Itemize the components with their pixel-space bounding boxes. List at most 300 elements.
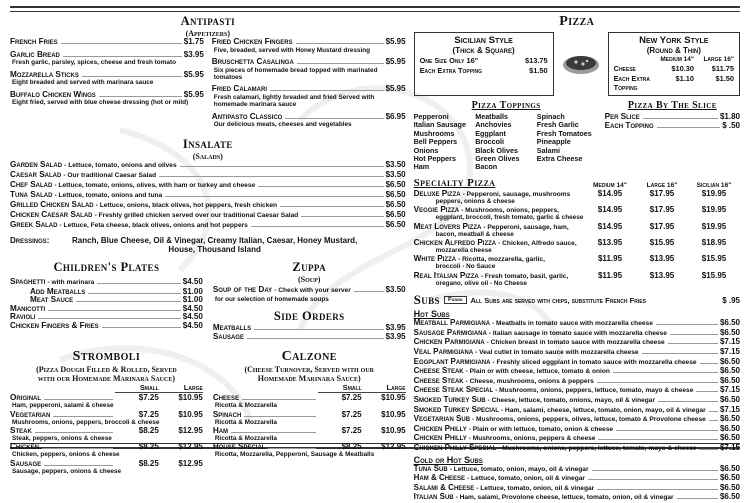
leader-dots bbox=[656, 323, 718, 325]
newyork-subtitle: (Round & Thin) bbox=[646, 46, 701, 55]
leader-dots bbox=[99, 95, 182, 97]
antipasti-title: Antipasti bbox=[180, 14, 236, 28]
menu-item[interactable] bbox=[414, 254, 740, 270]
menu-item[interactable] bbox=[414, 493, 740, 503]
menu-item[interactable] bbox=[414, 189, 740, 205]
price-large: $11.75 bbox=[711, 64, 734, 73]
item-desc: - Pepperoni, sausage, ham, bbox=[483, 223, 569, 231]
hot-subs-title: Hot Subs bbox=[413, 309, 450, 320]
item-desc: Five, breaded, served with Honey Mustard dressing bbox=[213, 46, 371, 54]
item-price: $6.50 bbox=[719, 423, 740, 433]
item-price: $4.50 bbox=[182, 303, 203, 313]
sicilian-title: Sicilian Style bbox=[454, 35, 513, 46]
item-name: Cheese Steak bbox=[413, 375, 464, 385]
menu-item[interactable] bbox=[10, 426, 203, 442]
section-childrens bbox=[10, 260, 203, 341]
item-desc: - Cheese, lettuce, tomato, onions, mayo, oil & vinegar bbox=[487, 397, 656, 405]
price-label: One Size Only 16" bbox=[419, 56, 479, 65]
item-name: Sausage Parmigiana bbox=[413, 327, 487, 337]
toppings-column-1 bbox=[414, 113, 476, 172]
item-price: $6.50 bbox=[719, 375, 740, 385]
item-desc-2: bacon, meatball & cheese bbox=[435, 230, 514, 238]
menu-item[interactable] bbox=[10, 181, 406, 191]
item-name: Chicken bbox=[10, 442, 39, 452]
topping-item: Eggplant bbox=[475, 128, 506, 138]
item-price-small: $7.25 bbox=[341, 425, 362, 435]
item-price: $7.15 bbox=[719, 404, 740, 414]
item-name: Caesar Salad bbox=[10, 169, 62, 179]
item-desc: Ricotta & Mozzarella bbox=[214, 434, 277, 442]
item-name: Soup of the Day bbox=[212, 284, 273, 294]
item-desc: - Mushrooms, onions, peppers, lettuce, tomato, mayo & cheese bbox=[498, 445, 697, 452]
item-price-large: $10.95 bbox=[178, 393, 203, 403]
item-price: $7.15 bbox=[719, 347, 740, 357]
item-name: Add Meatballs bbox=[30, 286, 86, 296]
section-antipasti bbox=[10, 14, 406, 133]
item-desc: - Check with your server bbox=[274, 286, 351, 294]
stromboli-sub-1: (Pizza Dough Filled & Rolled, Served bbox=[36, 365, 177, 375]
antipasti-right-list bbox=[212, 38, 406, 133]
item-name: French Fries bbox=[10, 37, 58, 46]
leader-dots bbox=[247, 337, 384, 339]
item-name: White Pizza bbox=[413, 254, 457, 264]
item-desc: Sausage, peppers, onions & cheese bbox=[12, 467, 122, 475]
item-desc: Ricotta & Mozzarella bbox=[214, 418, 277, 426]
leader-dots bbox=[82, 75, 182, 77]
menu-item[interactable] bbox=[10, 171, 406, 181]
leader-dots bbox=[643, 117, 718, 119]
item-name: Manicotti bbox=[10, 303, 46, 313]
menu-item[interactable] bbox=[605, 122, 740, 131]
item-price: $6.50 bbox=[385, 190, 406, 200]
item-desc-2: peppers, onions & cheese bbox=[435, 197, 515, 205]
item-name: Ravioli bbox=[10, 312, 36, 322]
topping-item: Fresh Garlic bbox=[536, 120, 579, 130]
left-column bbox=[10, 14, 406, 475]
item-price-small: $8.25 bbox=[138, 442, 159, 452]
item-desc: - Plain or with lettuce, tomato, onion & cheese bbox=[468, 425, 614, 433]
leader-dots bbox=[251, 225, 384, 227]
item-desc: - Pepperoni, sausage, mushrooms bbox=[462, 190, 571, 198]
menu-item[interactable] bbox=[213, 286, 406, 296]
item-name: Chicken Alfredo Pizza bbox=[413, 238, 497, 248]
calzone-size-header bbox=[213, 383, 406, 393]
menu-item[interactable] bbox=[414, 484, 740, 494]
item-price: $3.95 bbox=[183, 49, 204, 59]
topping-item: Green Olives bbox=[475, 154, 520, 164]
topping-item: Broccoli bbox=[475, 137, 504, 147]
leader-dots bbox=[270, 89, 384, 91]
menu-item[interactable] bbox=[213, 442, 406, 458]
menu-item[interactable] bbox=[414, 222, 740, 238]
leader-dots bbox=[658, 400, 718, 402]
section-stromboli-calzone bbox=[10, 349, 406, 475]
item-name: Vegetarian Sub bbox=[413, 414, 471, 424]
sicilian-style-box[interactable] bbox=[414, 32, 554, 96]
item-desc: Ricotta & Mozzarella bbox=[214, 402, 277, 410]
price-large: $15.95 bbox=[649, 238, 675, 248]
item-price: $7.15 bbox=[719, 337, 740, 347]
item-desc: - Lettuce, tomato, onion, oil & vinegar bbox=[476, 484, 595, 492]
item-name: Chef Salad bbox=[10, 180, 53, 189]
section-specialty-pizza bbox=[414, 177, 740, 287]
menu-item[interactable] bbox=[414, 271, 740, 287]
item-desc-2: mozzarella cheese bbox=[435, 247, 492, 255]
sicilian-subtitle: (Thick & Square) bbox=[452, 46, 515, 55]
dressings-line-1: Ranch, Blue Cheese, Oil & Vinegar, Creamy Italian, Caesar, Honey Mustard, bbox=[72, 235, 358, 245]
menu-item[interactable] bbox=[10, 221, 406, 231]
item-desc: - Ham, salami, Provolone cheese, lettuce, tomato, onion, oil & vinegar bbox=[455, 494, 674, 502]
item-price: $1.00 bbox=[182, 286, 203, 296]
col-large: Large 16" bbox=[703, 56, 734, 63]
section-childrens-zuppa bbox=[10, 260, 406, 341]
item-desc: - with marinara bbox=[47, 278, 95, 286]
item-price: $4.50 bbox=[182, 312, 203, 322]
item-name: Greek Salad bbox=[10, 220, 58, 230]
leader-dots bbox=[159, 175, 383, 177]
item-name: Sausage bbox=[10, 458, 42, 468]
price-label: Each Extra Topping bbox=[419, 66, 482, 75]
item-name: Chicken Caesar Salad bbox=[10, 210, 93, 220]
item-price-small: $7.25 bbox=[138, 393, 159, 403]
item-price: $4.50 bbox=[182, 320, 203, 330]
item-desc: Eight breaded and served with marinara sauce bbox=[12, 79, 154, 87]
item-price-large: $10.95 bbox=[381, 425, 406, 435]
item-desc: - Lettuce, onions, black olives, hot peppers, fresh chicken bbox=[95, 202, 278, 210]
col-sicilian: Sicilian 16" bbox=[696, 181, 732, 189]
price-medium: $1.10 bbox=[675, 74, 694, 83]
item-desc: - Lettuce, tomato, onion, mayo, oil & vinegar bbox=[449, 465, 589, 473]
item-desc: - Italian sausage in tomato sauce with mozzarella cheese bbox=[488, 329, 667, 337]
item-price: $1.00 bbox=[182, 295, 203, 305]
leader-dots bbox=[592, 469, 718, 471]
menu-item[interactable] bbox=[10, 91, 204, 107]
col-large: Large bbox=[159, 383, 203, 393]
leader-dots bbox=[231, 431, 316, 433]
topping-item: Fresh Tomatoes bbox=[536, 128, 592, 138]
slice-title: Pizza By The Slice bbox=[627, 100, 717, 111]
item-price: $3.50 bbox=[385, 284, 406, 294]
item-name: Cheese bbox=[212, 393, 240, 403]
leader-dots bbox=[44, 464, 113, 466]
item-price-small: $7.25 bbox=[138, 409, 159, 419]
menu-item[interactable] bbox=[213, 393, 406, 409]
leader-dots bbox=[268, 447, 315, 449]
item-price: $6.95 bbox=[385, 111, 406, 121]
item-desc-2: oregano, olive oil - No Cheese bbox=[435, 279, 527, 287]
topping-item: Salami bbox=[536, 145, 560, 155]
stromboli-title: Stromboli bbox=[72, 349, 141, 365]
topping-item: Bacon bbox=[475, 162, 498, 172]
col-large: Large bbox=[362, 383, 406, 393]
leader-dots bbox=[642, 352, 718, 354]
item-desc: - Mushrooms, onions, peppers, lettuce, tomato, mayo & cheese bbox=[495, 387, 694, 395]
topping-item: Italian Sausage bbox=[413, 120, 466, 130]
col-medium: Medium 14" bbox=[660, 56, 694, 63]
price-medium: $14.95 bbox=[597, 205, 623, 215]
leader-dots bbox=[280, 205, 384, 207]
leader-dots bbox=[102, 326, 181, 328]
item-name: Antipasto Classico bbox=[211, 111, 283, 121]
dressings-line-2: House, Thousand Island bbox=[168, 244, 261, 254]
right-column bbox=[413, 14, 740, 502]
newyork-title: New York Style bbox=[639, 35, 709, 46]
menu-item[interactable] bbox=[10, 71, 204, 87]
item-name: Real Italian Pizza bbox=[413, 270, 479, 280]
item-price: $4.50 bbox=[182, 276, 203, 286]
price-sicilian: $15.95 bbox=[701, 270, 727, 280]
price-large: $17.95 bbox=[649, 188, 675, 198]
item-price: $3.50 bbox=[385, 169, 406, 179]
menu-item[interactable] bbox=[213, 426, 406, 442]
item-price-small: $7.25 bbox=[341, 393, 362, 403]
price-medium: $14.95 bbox=[597, 221, 623, 231]
menu-item[interactable] bbox=[10, 38, 204, 47]
price-large: $1.50 bbox=[715, 74, 734, 83]
item-desc: - Chicken, Alfredo sauce, bbox=[498, 240, 577, 248]
price-medium: $13.95 bbox=[597, 238, 623, 248]
item-desc: - Ham, salami, cheese, lettuce, tomato, onion, mayo, oil & vinegar bbox=[500, 406, 706, 414]
price-large: $17.95 bbox=[649, 205, 675, 215]
item-desc: - Plain or with cheese, lettuce, tomato & onion bbox=[465, 368, 610, 376]
childrens-title: Children's Plates bbox=[53, 259, 160, 274]
item-name: Per Slice bbox=[604, 112, 640, 121]
item-price-small: $8.25 bbox=[138, 425, 159, 435]
item-price: $6.50 bbox=[385, 220, 406, 230]
menu-item[interactable] bbox=[10, 51, 204, 67]
price-sicilian: $15.95 bbox=[701, 254, 727, 264]
item-desc-2: broccoli - No Sauce bbox=[435, 263, 496, 271]
leader-dots bbox=[76, 300, 181, 302]
item-desc: - Lettuce, Feta cheese, black olives, onions and hot peppers bbox=[59, 222, 248, 230]
item-name: Salami & Cheese bbox=[413, 482, 475, 492]
specialty-title: Specialty Pizza bbox=[413, 176, 496, 189]
col-small: Small bbox=[115, 383, 159, 393]
menu-item[interactable] bbox=[10, 211, 406, 221]
col-small: Small bbox=[318, 383, 362, 393]
price-medium: $10.30 bbox=[671, 64, 694, 73]
menu-item[interactable] bbox=[213, 333, 406, 342]
price-large: $17.95 bbox=[649, 221, 675, 231]
pizza-title: Pizza bbox=[559, 14, 595, 29]
item-name: Garlic Bread bbox=[10, 49, 60, 59]
item-price: $6.50 bbox=[719, 463, 740, 473]
item-desc: Chicken, peppers, onions & cheese bbox=[12, 451, 120, 459]
calzone-sub-1: (Cheese Turnover, Served with our bbox=[244, 365, 374, 375]
leader-dots bbox=[285, 117, 383, 119]
leader-dots bbox=[677, 497, 718, 499]
leader-dots bbox=[48, 309, 181, 311]
item-name: Cheese Steak bbox=[413, 366, 464, 376]
price-medium: $14.95 bbox=[597, 188, 623, 198]
item-price-large: $10.95 bbox=[178, 409, 203, 419]
item-price: $3.95 bbox=[385, 322, 406, 332]
menu-item[interactable] bbox=[10, 161, 406, 171]
menu-item[interactable] bbox=[212, 85, 406, 108]
item-name: Bruschetta Casalinga bbox=[211, 57, 294, 66]
item-name: Chicken Philly bbox=[413, 423, 467, 433]
item-name: Italian Sub bbox=[413, 492, 454, 502]
item-desc: Fresh calamari, lightly breaded and fried Served with homemade marinara sauce bbox=[213, 94, 375, 109]
topping-item: Meatballs bbox=[475, 112, 508, 121]
leader-dots bbox=[668, 342, 718, 344]
toppings-column-2 bbox=[475, 113, 537, 172]
item-name: Eggplant Parmigiana bbox=[413, 356, 491, 366]
leader-dots bbox=[616, 429, 718, 431]
item-desc: - Chicken breast in tomato sauce with mozzarella cheese bbox=[486, 339, 665, 347]
item-name: Each Topping bbox=[604, 120, 654, 130]
item-name: Spaghetti bbox=[10, 276, 46, 286]
menu-item[interactable] bbox=[10, 322, 203, 331]
item-desc: - Ricotta, mozzarella, garlic, bbox=[458, 256, 545, 264]
calzone-sub-2: Homemade Marinara Sauce) bbox=[257, 374, 361, 384]
toppings-column-3 bbox=[537, 113, 599, 172]
section-stromboli bbox=[10, 349, 203, 475]
item-name: Vegetarian bbox=[10, 409, 51, 419]
leader-dots bbox=[597, 488, 718, 490]
item-desc: - Meatballs in tomato sauce with mozzarella cheese bbox=[492, 320, 653, 328]
section-insalate bbox=[10, 137, 406, 254]
item-desc: - Freshly sliced eggplant in tomato sauce with mozzarella cheese bbox=[492, 358, 697, 366]
menu-item[interactable] bbox=[414, 474, 740, 484]
menu-item[interactable] bbox=[414, 238, 740, 254]
item-price: $6.50 bbox=[719, 482, 740, 492]
dressings-label: Dressings: bbox=[10, 235, 50, 245]
leader-dots bbox=[699, 448, 718, 450]
item-name: Spinach bbox=[212, 409, 242, 419]
item-name: Fried Chicken Fingers bbox=[211, 37, 293, 46]
item-price-small: $8.25 bbox=[341, 442, 362, 452]
item-desc: - Mushrooms, onions, peppers, olives, lettuce, tomato & Provolone cheese bbox=[472, 416, 706, 424]
item-price: $6.50 bbox=[385, 210, 406, 220]
item-name: Chicken Fingers & Fries bbox=[10, 320, 99, 330]
section-pizza-toppings bbox=[414, 100, 599, 172]
item-desc-2: eggplant, broccoli, fresh tomato, garlic & cheese bbox=[435, 214, 584, 222]
item-name: Chicken Philly Special bbox=[413, 443, 497, 452]
leader-dots bbox=[709, 419, 718, 421]
item-name: Smoked Turkey Special bbox=[413, 404, 499, 414]
price-value: $1.50 bbox=[529, 66, 548, 75]
pizza-icon bbox=[558, 32, 604, 96]
menu-item[interactable] bbox=[212, 38, 406, 54]
section-zuppa-side bbox=[213, 260, 406, 341]
item-desc: Mushrooms, onions, peppers, broccoli & cheese bbox=[12, 418, 160, 426]
item-name: Chicken Philly bbox=[413, 433, 467, 443]
leader-dots bbox=[97, 282, 180, 284]
leader-dots bbox=[709, 410, 718, 412]
leader-dots bbox=[354, 290, 384, 292]
item-price: $6.50 bbox=[719, 473, 740, 483]
section-calzone bbox=[213, 349, 406, 475]
item-desc: - Cheese, mushrooms, onions & peppers bbox=[465, 377, 594, 385]
leader-dots bbox=[296, 42, 384, 44]
item-desc: - Our traditional Caesar Salad bbox=[63, 171, 157, 179]
subs-title: Subs bbox=[413, 292, 440, 308]
item-name: Grilled Chicken Salad bbox=[10, 200, 94, 210]
item-name: Garden Salad bbox=[10, 159, 63, 169]
leader-dots bbox=[254, 328, 383, 330]
item-price: $5.95 bbox=[385, 57, 406, 66]
calzone-title: Calzone bbox=[281, 349, 337, 365]
item-price-large: $12.95 bbox=[178, 425, 203, 435]
item-desc: - Lettuce, tomato, onion, oil & vinegar bbox=[467, 475, 585, 483]
leader-dots bbox=[165, 195, 383, 197]
price-sicilian: $19.95 bbox=[701, 205, 727, 215]
price-sicilian: $18.95 bbox=[701, 238, 727, 248]
side-orders-title: Side Orders bbox=[273, 308, 345, 323]
item-desc: Our delicious meats, cheeses and vegetables bbox=[213, 121, 352, 129]
menu-item[interactable] bbox=[212, 58, 406, 81]
topping-item: Hot Peppers bbox=[413, 154, 456, 164]
leader-dots bbox=[597, 381, 718, 383]
item-price: $5.95 bbox=[385, 37, 406, 46]
menu-item[interactable] bbox=[10, 305, 203, 314]
stromboli-size-header bbox=[10, 383, 203, 393]
leader-dots bbox=[61, 42, 182, 44]
toppings-title: Pizza Toppings bbox=[471, 100, 541, 111]
menu-item[interactable] bbox=[414, 465, 740, 475]
item-name: Veal Parmigiana bbox=[413, 347, 474, 357]
menu-item[interactable] bbox=[213, 410, 406, 426]
menu-item[interactable] bbox=[10, 442, 203, 458]
item-desc: Steak, peppers, onions & cheese bbox=[12, 434, 112, 442]
item-name: Chicken Parmigiana bbox=[413, 337, 485, 347]
item-price: $6.50 bbox=[385, 180, 406, 189]
item-price: $6.50 bbox=[385, 200, 406, 210]
leader-dots bbox=[700, 362, 718, 364]
topping-item: Bell Peppers bbox=[413, 137, 458, 147]
item-name: Fried Calamari bbox=[211, 84, 267, 94]
item-price: $6.50 bbox=[719, 395, 740, 405]
leader-dots bbox=[44, 398, 113, 400]
item-price: $5.95 bbox=[183, 89, 204, 99]
price-large: $13.95 bbox=[649, 270, 675, 280]
menu-item[interactable] bbox=[10, 410, 203, 426]
menu-item[interactable] bbox=[414, 205, 740, 221]
col-large: Large 16" bbox=[646, 181, 678, 189]
item-price: $6.50 bbox=[719, 492, 740, 502]
item-price: $6.50 bbox=[719, 433, 740, 443]
item-name: Steak bbox=[10, 425, 32, 435]
topping-item: Onions bbox=[413, 145, 439, 155]
leader-dots bbox=[180, 165, 384, 167]
leader-dots bbox=[670, 333, 718, 335]
item-price: $1.75 bbox=[183, 37, 204, 46]
item-desc: - Mushrooms, onions, peppers & cheese bbox=[468, 435, 596, 443]
menu-item[interactable] bbox=[10, 459, 203, 475]
item-price-large: $12.95 bbox=[381, 442, 406, 452]
item-desc: - Veal cutlet in tomato sauce with mozzarella cheese bbox=[475, 349, 639, 357]
item-name: Meat Sauce bbox=[30, 295, 74, 305]
menu-item[interactable] bbox=[212, 113, 406, 129]
dressings-block bbox=[10, 236, 406, 254]
menu-item[interactable] bbox=[10, 393, 203, 409]
item-price-large: $10.95 bbox=[381, 409, 406, 419]
antipasti-left-list bbox=[10, 38, 204, 133]
menu-item[interactable] bbox=[414, 444, 740, 454]
item-name: Meat Lovers Pizza bbox=[413, 221, 482, 231]
leader-dots bbox=[53, 415, 112, 417]
topping-item: Extra Cheese bbox=[536, 154, 583, 164]
topping-item: Spinach bbox=[536, 112, 565, 121]
item-desc: - Mushrooms, onions, peppers, bbox=[461, 207, 559, 215]
item-name: Mozzarella Sticks bbox=[10, 69, 79, 79]
item-price: $5.95 bbox=[183, 69, 204, 79]
item-price-small: $7.25 bbox=[341, 409, 362, 419]
price-value: $13.75 bbox=[525, 56, 548, 65]
newyork-style-box[interactable] bbox=[608, 32, 740, 96]
insalate-title: Insalate bbox=[182, 136, 233, 151]
